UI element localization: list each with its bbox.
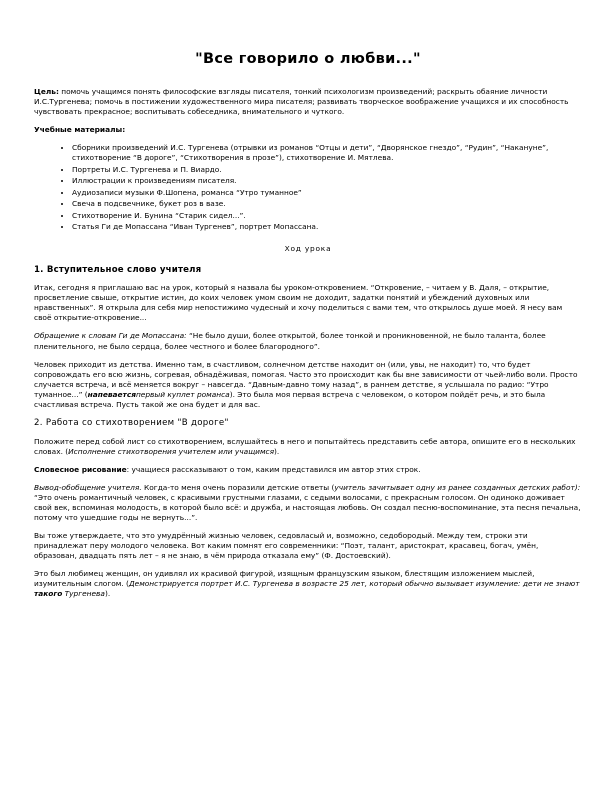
stage-direction-end: Тургенева xyxy=(62,589,105,599)
list-item: • Портреты И.С. Тургенева и П. Виардо. xyxy=(72,165,582,175)
student-answer-quote: “Это очень романтичный человек, с красивыми грустными глазами, с седыми волосами, с прекрасным голосом. Он одиноко доживает свой век, вспоминая молодость, в которой было всё: и дружба, и настоящая любовь. Он создал песню-воспоминание, эта песня печальна, потому что ушедшие годы не вернуть...”. xyxy=(34,492,581,522)
maupassant-lead: Обращение к словам Ги де Мопассана: xyxy=(34,331,187,341)
section1-paragraph-3 xyxy=(34,360,582,410)
goal-text: помочь учащимся понять философские взгляды писателя, тонкий психологизм произведений; раскрыть обаяние личности И.С.Тургенева; помочь в постижении художественного мира писателя; развивать творческое воображение учащихся и их способность чувствовать прекрасное; воспитывать собеседника, внимательного и чуткого. xyxy=(34,86,569,116)
list-item: • Иллюстрации к произведениям писателя. xyxy=(72,176,582,186)
stage-direction: Демонстрируется портрет И.С. Тургенева в возрасте 25 лет, который обычно вызывает изумление: дети не знают xyxy=(128,579,580,589)
stage-direction-bold: такого xyxy=(34,589,63,599)
paragraph-text: Положите перед собой лист со стихотворением, вслушайтесь в него и попытайтесь представить себе автора, опишите его в нескольких словах. ( xyxy=(34,436,576,456)
section2-paragraph-5 xyxy=(34,569,582,599)
section1-paragraph-1: Итак, сегодня я приглашаю вас на урок, который я назвала бы уроком-откровением. “Откровение, – читаем у В. Даля, – открытие, просветление свыше, открытие истин, до коих человек умом своим не доходит, задатки понятий и убеждений духовных или нравственных”. Я открыла для себя мир непостижимо чудесный и хочу поделиться с вами тем, что открылось душе моей. Я несу вам своё открытие-откровение... xyxy=(34,283,563,323)
paragraph-text-tail: ). Это была моя первая встреча с человеком, о котором пойдёт речь, и это была счастливая встреча. Пусть такой же она будет и для вас. xyxy=(34,389,546,409)
section2-paragraph-4: Вы тоже утверждаете, что это умудрённый жизнью человек, седовласый и, возможно, седобородый. Между тем, строки эти принадлежат перу молодого человека. Вот каким помнят его современники: “Поэт, талант, аристократ, красавец, богач, умён, образован, двадцать пять лет – я не знаю, в чём природа отказала ему” (Ф. Достоевский). xyxy=(34,531,539,561)
section2-paragraph-2 xyxy=(34,465,582,475)
maupassant-quote: “Не было души, более открытой, более тонкой и проникновенной, не было таланта, более пленительного, не было сердца, более честного и более благородного”. xyxy=(34,331,546,351)
lesson-heading: Ход урока xyxy=(284,244,332,254)
goal-paragraph xyxy=(34,87,582,117)
list-item: • Свеча в подсвечнике, букет роз в вазе. xyxy=(72,199,582,209)
materials-heading: Учебные материалы: xyxy=(34,124,126,134)
paragraph-text: : учащиеся рассказывают о том, каким представился им автор этих строк. xyxy=(126,464,421,474)
paragraph-text: Человек приходит из детства. Именно там, в счастливом, солнечном детстве находит он (или, увы, не находит) то, что будет сопровождать его всю жизнь, согревая, обнадёживая, помогая. Часто это происходит как бы вне зависимости от чьей-либо воли. Просто случается встреча, и всё меняется вокруг – навсегда. “Давным-давно тому назад”, в раннем детстве, я услышала по радио: “Утро туманное...” ( xyxy=(34,359,578,399)
stage-direction: первый куплет романса xyxy=(135,389,230,399)
paragraph-text: Когда-то меня очень поразили детские ответы ( xyxy=(141,482,335,492)
section2-heading: 2. Работа со стихотворением "В дороге" xyxy=(34,417,229,428)
list-item: • Стихотворение И. Бунина “Старик сидел...”. xyxy=(72,211,582,221)
section2-paragraph-1 xyxy=(34,437,582,457)
list-item: • Сборники произведений И.С. Тургенева (отрывки из романов “Отцы и дети”, “Дворянское гнездо”, “Рудин”, “Накануне”, стихотворение “В дороге”, “Стихотворения в прозе”), стихотворение И. Мятлева. xyxy=(72,143,582,163)
list-item: • Статья Ги де Мопассана “Иван Тургенев”, портрет Мопассана. xyxy=(72,222,582,232)
section1-heading: 1. Вступительное слово учителя xyxy=(34,264,202,275)
section1-paragraph-2 xyxy=(34,331,582,351)
verbal-drawing-label: Словесное рисование xyxy=(34,464,127,474)
paragraph-text-tail: ). xyxy=(274,446,280,456)
stage-direction: учитель зачитывает одну из ранее созданных детских работ): xyxy=(334,482,581,492)
section2-paragraph-3 xyxy=(34,483,582,523)
materials-list xyxy=(34,143,582,233)
paragraph-text-tail: ). xyxy=(104,589,111,599)
conclusion-label: Вывод-обобщение учителя. xyxy=(34,482,142,492)
stage-direction: Исполнение стихотворения учителем или учащимся xyxy=(68,446,275,456)
document-title: "Все говорило о любви..." xyxy=(195,51,421,67)
stage-direction-bold: напевается xyxy=(87,389,136,399)
paragraph-text: Это был любимец женщин, он удивлял их красивой фигурой, изящным французским языком, блестящим изложением мыслей, изумительным слогом. ( xyxy=(34,569,535,589)
goal-label: Цель: xyxy=(34,86,59,96)
list-item: • Аудиозаписи музыки Ф.Шопена, романса “Утро туманное” xyxy=(72,188,582,198)
